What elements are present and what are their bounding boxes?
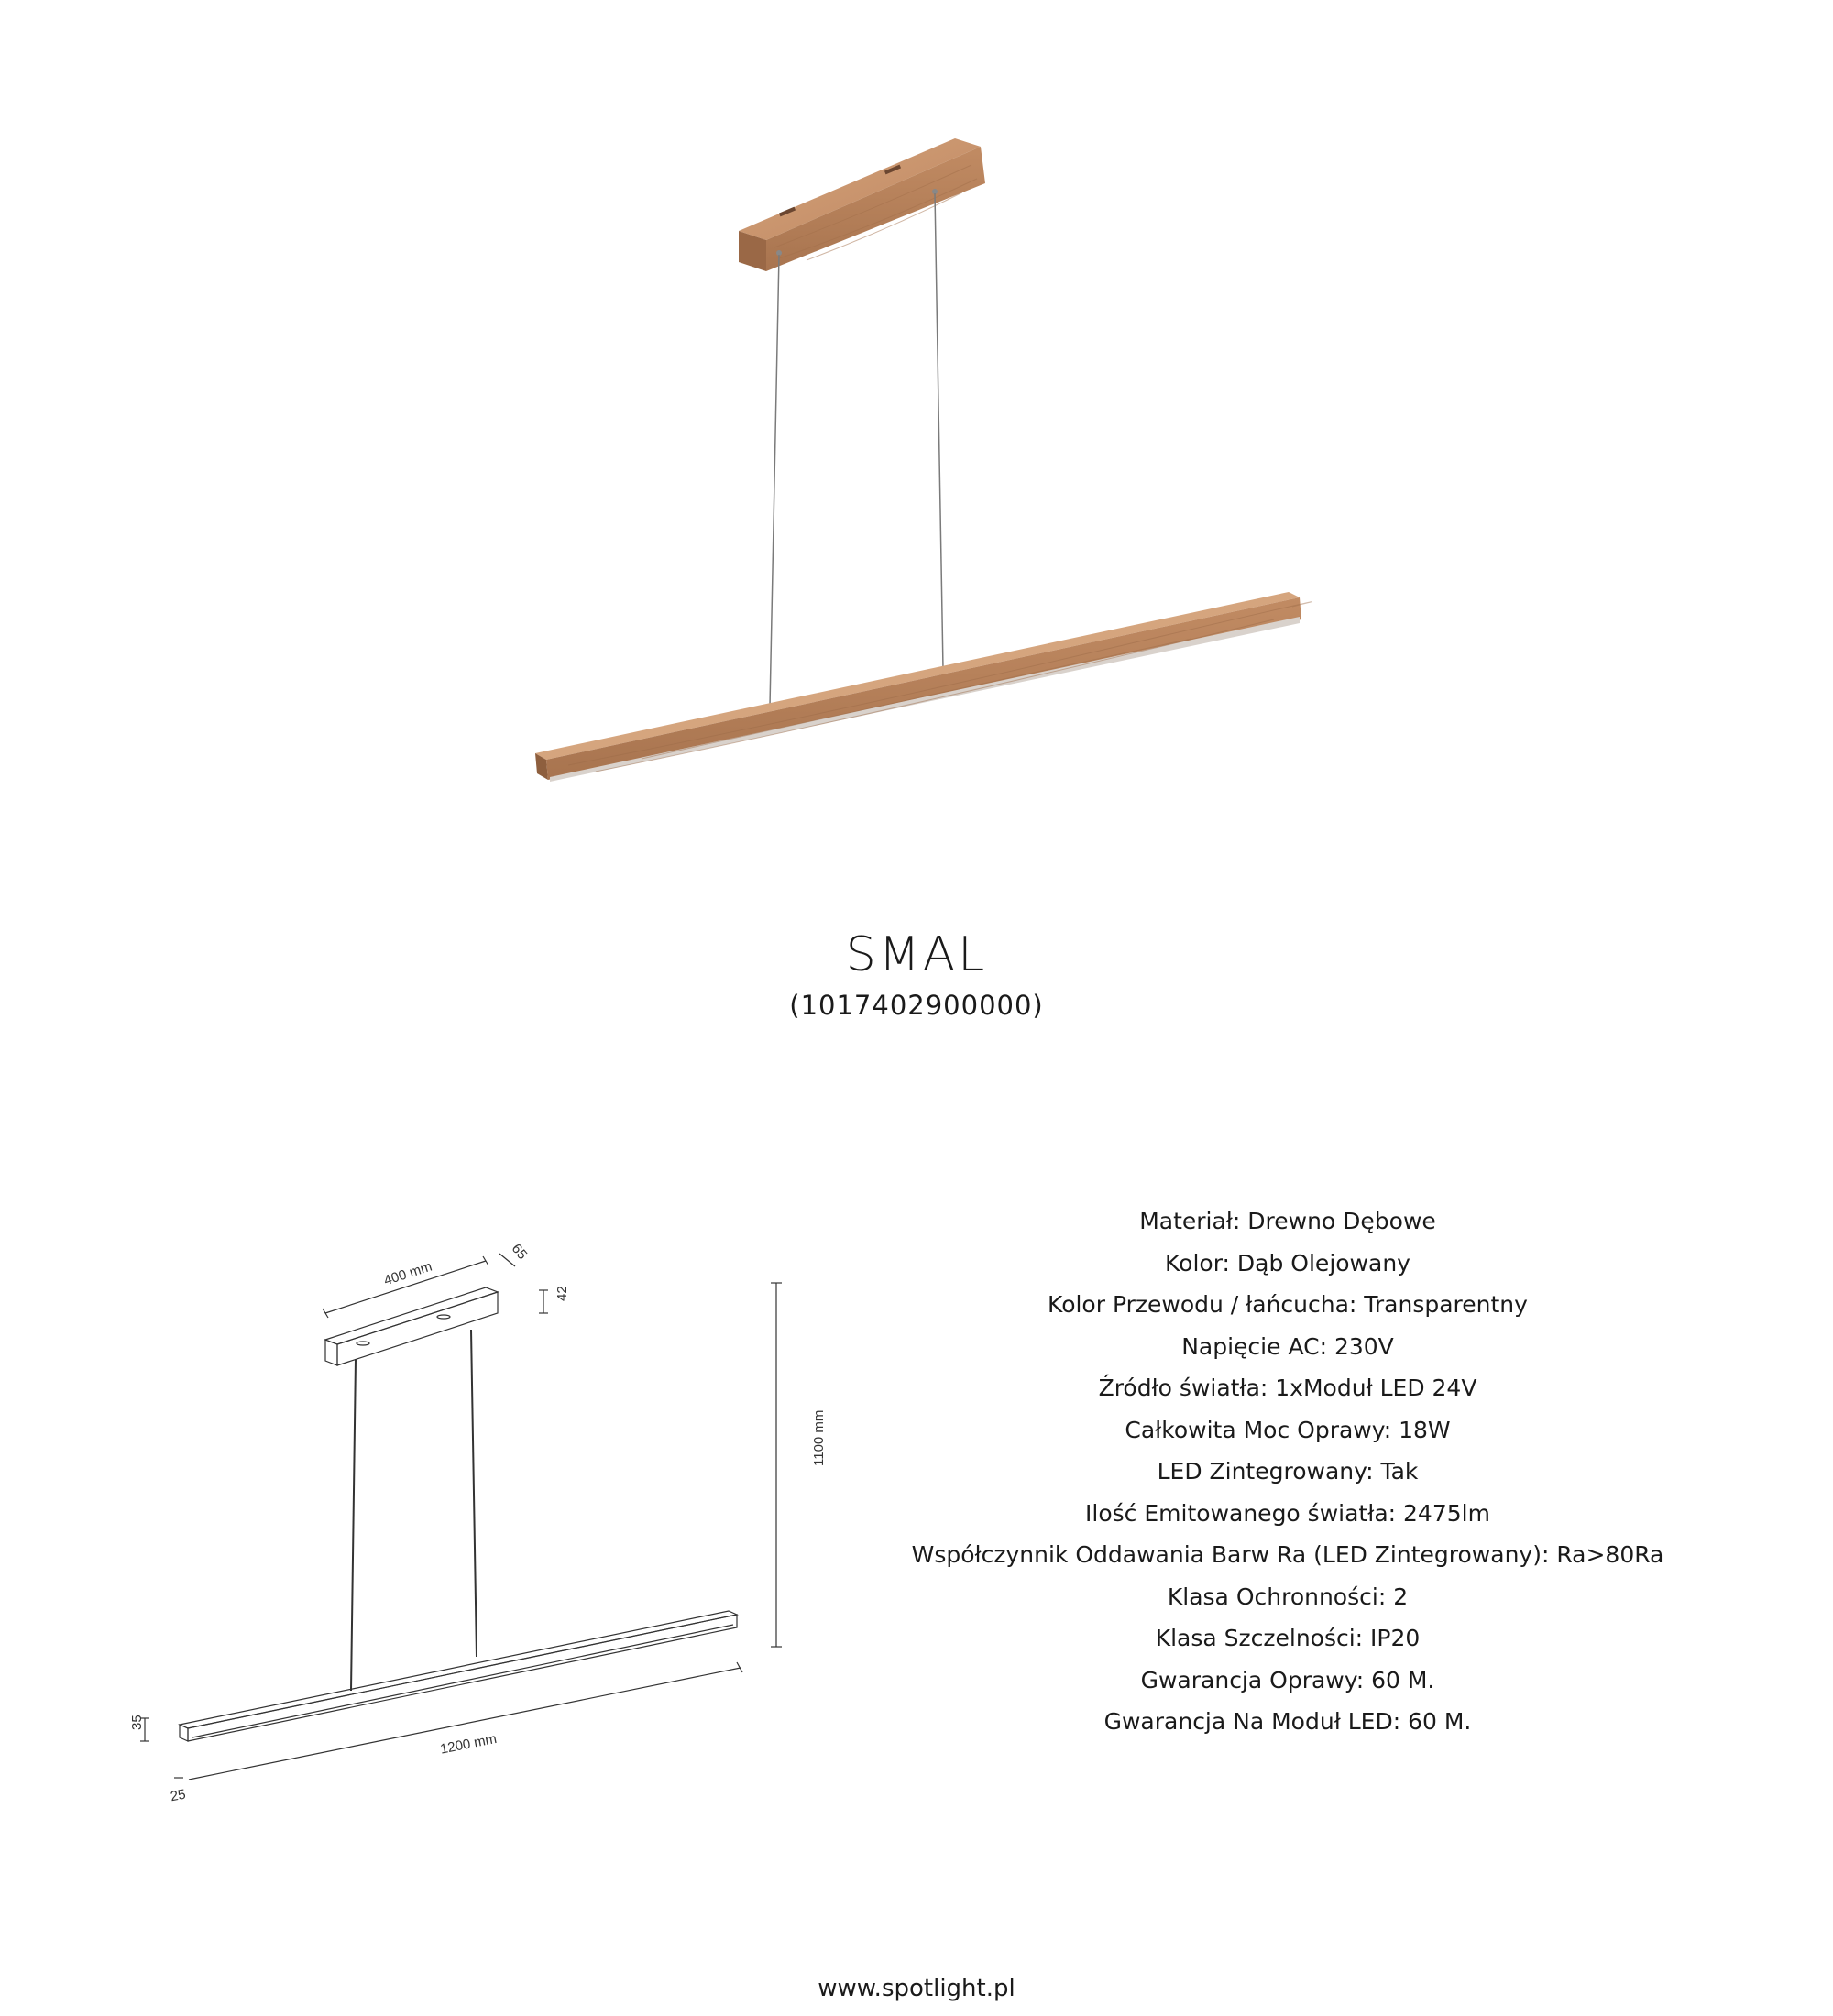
- drawing-cable-left: [351, 1359, 356, 1691]
- spec-item: Kolor Przewodu / łańcucha: Transparentny: [1048, 1291, 1528, 1318]
- dimension-drawing: [110, 1219, 834, 1824]
- product-name: SMAL: [845, 927, 988, 982]
- drawing-cable-right: [471, 1330, 477, 1657]
- spec-item: Współczynnik Oddawania Barw Ra (LED Zintegrowany): Ra>80Ra: [911, 1541, 1664, 1568]
- spec-item: Klasa Szczelności: IP20: [1155, 1625, 1421, 1651]
- dim-depth-label: 65: [508, 1241, 531, 1263]
- dim-bar-height-label: 35: [129, 1715, 145, 1730]
- dim-total-height-label: 1100 mm: [811, 1409, 827, 1466]
- dim-bar-width-label: 25: [169, 1786, 187, 1805]
- cable-left: [770, 255, 779, 706]
- spec-item: Kolor: Dąb Olejowany: [1165, 1249, 1410, 1276]
- lamp-bar: [535, 592, 1312, 782]
- product-code: (1017402900000): [789, 990, 1044, 1021]
- drawing-bar: [180, 1611, 737, 1741]
- spec-list: [880, 1200, 1696, 1743]
- spec-item: Ilość Emitowanego światła: 2475lm: [1085, 1499, 1490, 1527]
- canopy: [739, 138, 985, 271]
- spec-item: Całkowita Moc Oprawy: 18W: [1125, 1416, 1451, 1443]
- spec-item: Napięcie AC: 230V: [1181, 1332, 1394, 1360]
- dim-length-label: 1200 mm: [438, 1731, 499, 1758]
- spec-item: Źródło światła: 1xModuł LED 24V: [1098, 1375, 1477, 1401]
- spec-item: Gwarancja Na Moduł LED: 60 M.: [1103, 1708, 1472, 1735]
- spec-item: Klasa Ochronności: 2: [1167, 1583, 1409, 1610]
- cable-right: [935, 193, 943, 669]
- product-photo: [0, 0, 1833, 880]
- spec-item: Gwarancja Oprawy: 60 M.: [1140, 1666, 1435, 1693]
- spec-item: Materiał: Drewno Dębowe: [1139, 1208, 1436, 1234]
- dim-canopy-height-label: 42: [554, 1286, 570, 1301]
- footer-url[interactable]: www.spotlight.pl: [818, 1975, 1015, 2002]
- dim-width-label: 400 mm: [381, 1258, 434, 1289]
- spec-item: LED Zintegrowany: Tak: [1157, 1458, 1419, 1485]
